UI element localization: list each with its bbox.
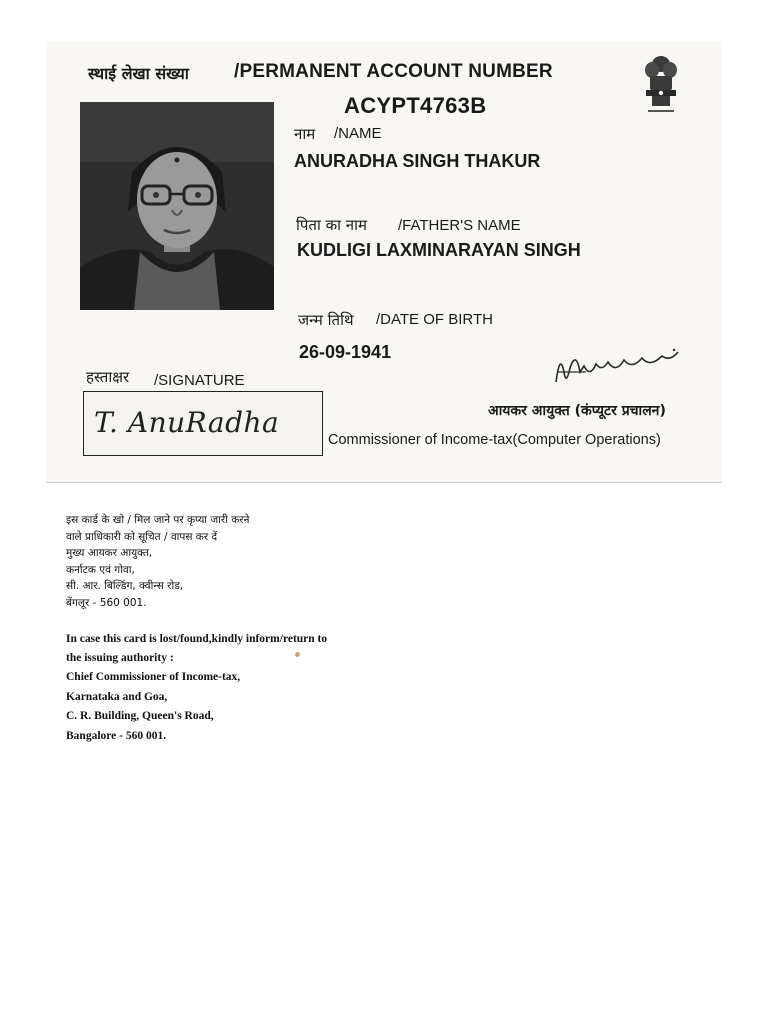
father-label-english: /FATHER'S NAME [398, 217, 521, 234]
holder-photo [80, 102, 274, 310]
signature-label-english: /SIGNATURE [154, 372, 245, 389]
holder-signature: T. AnuRadha [94, 406, 280, 439]
father-label-hindi: पिता का नाम [296, 216, 367, 234]
return-instructions-english [66, 630, 327, 746]
english-line: Karnataka and Goa, [66, 690, 168, 703]
dob-label-english: /DATE OF BIRTH [376, 311, 493, 328]
english-line: Chief Commissioner of Income-tax, [66, 671, 241, 684]
father-value: KUDLIGI LAXMINARAYAN SINGH [297, 240, 581, 260]
dob-label-hindi: जन्म तिथि [298, 311, 354, 329]
pan-label-english: /PERMANENT ACCOUNT NUMBER [234, 61, 553, 82]
hindi-line: बेंगलूर - 560 001. [66, 596, 147, 609]
signature-box [83, 391, 323, 456]
hindi-line: सी. आर. बिल्डिंग, क्वीन्स रोड, [66, 580, 184, 593]
pan-card-front [46, 42, 722, 483]
signature-label-hindi: हस्ताक्षर [86, 368, 130, 386]
dob-value: 26-09-1941 [299, 342, 392, 362]
officer-title-english: Commissioner of Income-tax(Computer Operations) [328, 432, 661, 448]
name-label-english: /NAME [334, 125, 382, 142]
officer-title-hindi: आयकर आयुक्त (कंप्यूटर प्रचालन) [488, 403, 666, 419]
hindi-line: इस कार्ड के खो / मिल जाने पर कृप्या जारी करने [66, 514, 250, 526]
pan-number: ACYPT4763B [344, 93, 487, 118]
name-label-hindi: नाम [294, 125, 316, 143]
hindi-line: वाले प्राधिकारी को सूचित / वापस कर दें [66, 530, 218, 543]
hindi-line: मुख्य आयकर आयुक्त, [66, 547, 153, 560]
national-emblem-icon [640, 50, 682, 120]
hindi-line: कर्नाटक एवं गोवा, [66, 563, 135, 576]
officer-signature [546, 342, 686, 392]
english-line: Bangalore - 560 001. [66, 729, 167, 742]
pan-card-back [66, 512, 327, 746]
english-line: In case this card is lost/found,kindly inform/return to [66, 632, 328, 645]
english-line: C. R. Building, Queen's Road, [66, 710, 214, 723]
return-instructions-hindi [66, 512, 327, 612]
name-value: ANURADHA SINGH THAKUR [294, 151, 541, 171]
paper-spot [295, 652, 300, 657]
pan-label-hindi: स्थाई लेखा संख्या [88, 64, 189, 83]
english-line: the issuing authority : [66, 651, 174, 664]
